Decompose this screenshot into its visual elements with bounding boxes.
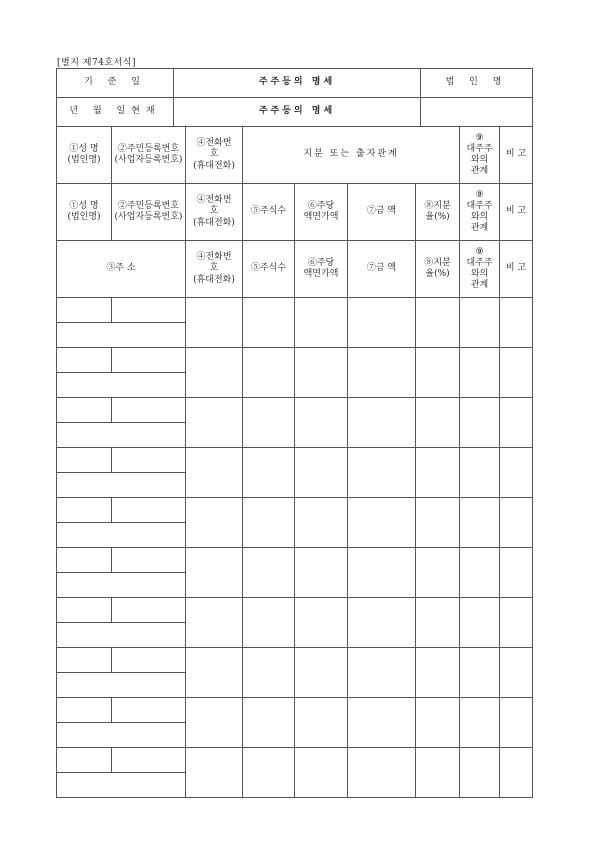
phone-column-header: ④전화번 호 (휴대전화) — [186, 127, 243, 184]
shareholder-entry-name-row — [57, 498, 533, 523]
major-shareholder-relation-header: ⑨ 대주주 와의 관계 — [460, 241, 500, 298]
par-value-cell[interactable] — [295, 548, 348, 598]
registration-number-cell[interactable] — [112, 598, 186, 623]
par-value-cell[interactable] — [295, 598, 348, 648]
par-value-cell[interactable] — [295, 748, 348, 798]
header-table — [56, 68, 533, 127]
shareholder-entry-name-row — [57, 348, 533, 373]
remarks-cell[interactable] — [500, 448, 533, 498]
shares-cell[interactable] — [243, 448, 295, 498]
shares-cell[interactable] — [243, 398, 295, 448]
name-cell[interactable] — [57, 398, 112, 423]
form-title: 주주등의 명세 — [174, 69, 421, 98]
shareholder-entry-name-row — [57, 448, 533, 473]
remarks-cell[interactable] — [500, 498, 533, 548]
address-cell[interactable] — [57, 423, 186, 448]
shareholder-entry-name-row — [57, 648, 533, 673]
amount-cell[interactable] — [348, 298, 416, 348]
name-column-header: ①성 명 (법인명) — [57, 184, 112, 241]
ownership-relation-header: 지분 또는 출자관계 — [243, 127, 460, 184]
phone-cell[interactable] — [186, 348, 243, 398]
column-header-row-3 — [57, 241, 533, 298]
par-value-cell[interactable] — [295, 648, 348, 698]
amount-cell[interactable] — [348, 398, 416, 448]
phone-cell[interactable] — [186, 548, 243, 598]
ratio-cell[interactable] — [416, 398, 460, 448]
major-relation-cell[interactable] — [460, 648, 500, 698]
par-value-column-header: ⑥주당 액면가액 — [295, 241, 348, 298]
phone-cell[interactable] — [186, 448, 243, 498]
shares-cell[interactable] — [243, 748, 295, 798]
remarks-cell[interactable] — [500, 598, 533, 648]
shareholder-entry-name-row — [57, 398, 533, 423]
amount-cell[interactable] — [348, 598, 416, 648]
amount-cell[interactable] — [348, 698, 416, 748]
shares-cell[interactable] — [243, 548, 295, 598]
address-cell[interactable] — [57, 473, 186, 498]
ratio-column-header: ⑧지분 율(%) — [416, 184, 460, 241]
shares-cell[interactable] — [243, 498, 295, 548]
phone-cell[interactable] — [186, 598, 243, 648]
phone-cell[interactable] — [186, 698, 243, 748]
ratio-column-header: ⑧지분 율(%) — [416, 241, 460, 298]
form-number-label: [별지 제74호서식] — [57, 58, 136, 68]
address-cell[interactable] — [57, 573, 186, 598]
registration-number-column-header: ②주민등록번호 (사업자등록번호) — [112, 127, 186, 184]
shares-cell[interactable] — [243, 698, 295, 748]
phone-cell[interactable] — [186, 298, 243, 348]
par-value-cell[interactable] — [295, 398, 348, 448]
remarks-cell[interactable] — [500, 698, 533, 748]
amount-cell[interactable] — [348, 548, 416, 598]
name-cell[interactable] — [57, 498, 112, 523]
shares-cell[interactable] — [243, 298, 295, 348]
name-cell[interactable] — [57, 548, 112, 573]
amount-column-header: ⑦금 액 — [348, 241, 416, 298]
major-relation-cell[interactable] — [460, 698, 500, 748]
major-shareholder-relation-header: ⑨ 대주주 와의 관계 — [460, 127, 500, 184]
ratio-cell[interactable] — [416, 498, 460, 548]
ratio-cell[interactable] — [416, 548, 460, 598]
registration-number-cell[interactable] — [112, 648, 186, 673]
base-date-label: 기 준 일 — [57, 69, 174, 98]
address-cell[interactable] — [57, 673, 186, 698]
name-cell[interactable] — [57, 348, 112, 373]
registration-number-cell[interactable] — [112, 398, 186, 423]
name-cell[interactable] — [57, 598, 112, 623]
address-cell[interactable] — [57, 623, 186, 648]
phone-cell[interactable] — [186, 398, 243, 448]
phone-cell[interactable] — [186, 648, 243, 698]
ratio-cell[interactable] — [416, 748, 460, 798]
shareholder-entry-name-row — [57, 748, 533, 773]
par-value-cell[interactable] — [295, 348, 348, 398]
name-cell[interactable] — [57, 648, 112, 673]
shareholder-entry-name-row — [57, 598, 533, 623]
ratio-cell[interactable] — [416, 698, 460, 748]
major-relation-cell[interactable] — [460, 298, 500, 348]
major-relation-cell[interactable] — [460, 548, 500, 598]
shareholder-entry-name-row — [57, 298, 533, 323]
remarks-column-header: 비 고 — [500, 241, 533, 298]
registration-number-cell[interactable] — [112, 298, 186, 323]
address-cell[interactable] — [57, 323, 186, 348]
major-relation-cell[interactable] — [460, 448, 500, 498]
major-relation-cell[interactable] — [460, 398, 500, 448]
phone-cell[interactable] — [186, 748, 243, 798]
remarks-cell[interactable] — [500, 648, 533, 698]
shareholder-entry-name-row — [57, 698, 533, 723]
amount-cell[interactable] — [348, 498, 416, 548]
column-header-row-2 — [57, 184, 533, 241]
par-value-cell[interactable] — [295, 498, 348, 548]
major-relation-cell[interactable] — [460, 348, 500, 398]
registration-number-cell[interactable] — [112, 448, 186, 473]
registration-number-cell[interactable] — [112, 548, 186, 573]
remarks-cell[interactable] — [500, 298, 533, 348]
remarks-column-header: 비 고 — [500, 127, 533, 184]
address-cell[interactable] — [57, 373, 186, 398]
phone-column-header: ④전화번 호 (휴대전화) — [186, 241, 243, 298]
amount-cell[interactable] — [348, 648, 416, 698]
amount-cell[interactable] — [348, 348, 416, 398]
shares-cell[interactable] — [243, 648, 295, 698]
name-cell[interactable] — [57, 748, 112, 773]
address-cell[interactable] — [57, 523, 186, 548]
shares-column-header: ⑤주식수 — [243, 184, 295, 241]
registration-number-cell[interactable] — [112, 498, 186, 523]
phone-column-header: ④전화번 호 (휴대전화) — [186, 184, 243, 241]
remarks-column-header: 비 고 — [500, 184, 533, 241]
par-value-cell[interactable] — [295, 698, 348, 748]
par-value-cell[interactable] — [295, 448, 348, 498]
shareholder-entry-name-row — [57, 548, 533, 573]
address-cell[interactable] — [57, 723, 186, 748]
corporation-name-value[interactable] — [421, 98, 533, 127]
registration-number-cell[interactable] — [112, 348, 186, 373]
phone-cell[interactable] — [186, 498, 243, 548]
major-relation-cell[interactable] — [460, 498, 500, 548]
shares-cell[interactable] — [243, 598, 295, 648]
form-subtitle: 주주등의 명세 — [174, 98, 421, 127]
amount-cell[interactable] — [348, 448, 416, 498]
registration-number-cell[interactable] — [112, 748, 186, 773]
major-shareholder-relation-header: ⑨ 대주주 와의 관계 — [460, 184, 500, 241]
major-relation-cell[interactable] — [460, 598, 500, 648]
name-cell[interactable] — [57, 448, 112, 473]
name-cell[interactable] — [57, 298, 112, 323]
amount-column-header: ⑦금 액 — [348, 184, 416, 241]
shareholder-table — [56, 126, 533, 798]
corporation-name-label: 법 인 명 — [421, 69, 533, 98]
remarks-cell[interactable] — [500, 748, 533, 798]
address-column-header: ③주 소 — [57, 241, 186, 298]
registration-number-column-header: ②주민등록번호 (사업자등록번호) — [112, 184, 186, 241]
as-of-date-label: 년 월 일현재 — [57, 98, 174, 127]
ratio-cell[interactable] — [416, 648, 460, 698]
par-value-column-header: ⑥주당 액면가액 — [295, 184, 348, 241]
remarks-cell[interactable] — [500, 348, 533, 398]
ratio-cell[interactable] — [416, 448, 460, 498]
amount-cell[interactable] — [348, 748, 416, 798]
address-cell[interactable] — [57, 773, 186, 798]
ratio-cell[interactable] — [416, 298, 460, 348]
remarks-cell[interactable] — [500, 548, 533, 598]
par-value-cell[interactable] — [295, 298, 348, 348]
major-relation-cell[interactable] — [460, 748, 500, 798]
name-column-header: ①성 명 (법인명) — [57, 127, 112, 184]
column-header-row-1 — [57, 127, 533, 184]
shares-column-header: ⑤주식수 — [243, 241, 295, 298]
name-cell[interactable] — [57, 698, 112, 723]
ratio-cell[interactable] — [416, 598, 460, 648]
registration-number-cell[interactable] — [112, 698, 186, 723]
shares-cell[interactable] — [243, 348, 295, 398]
remarks-cell[interactable] — [500, 398, 533, 448]
ratio-cell[interactable] — [416, 348, 460, 398]
